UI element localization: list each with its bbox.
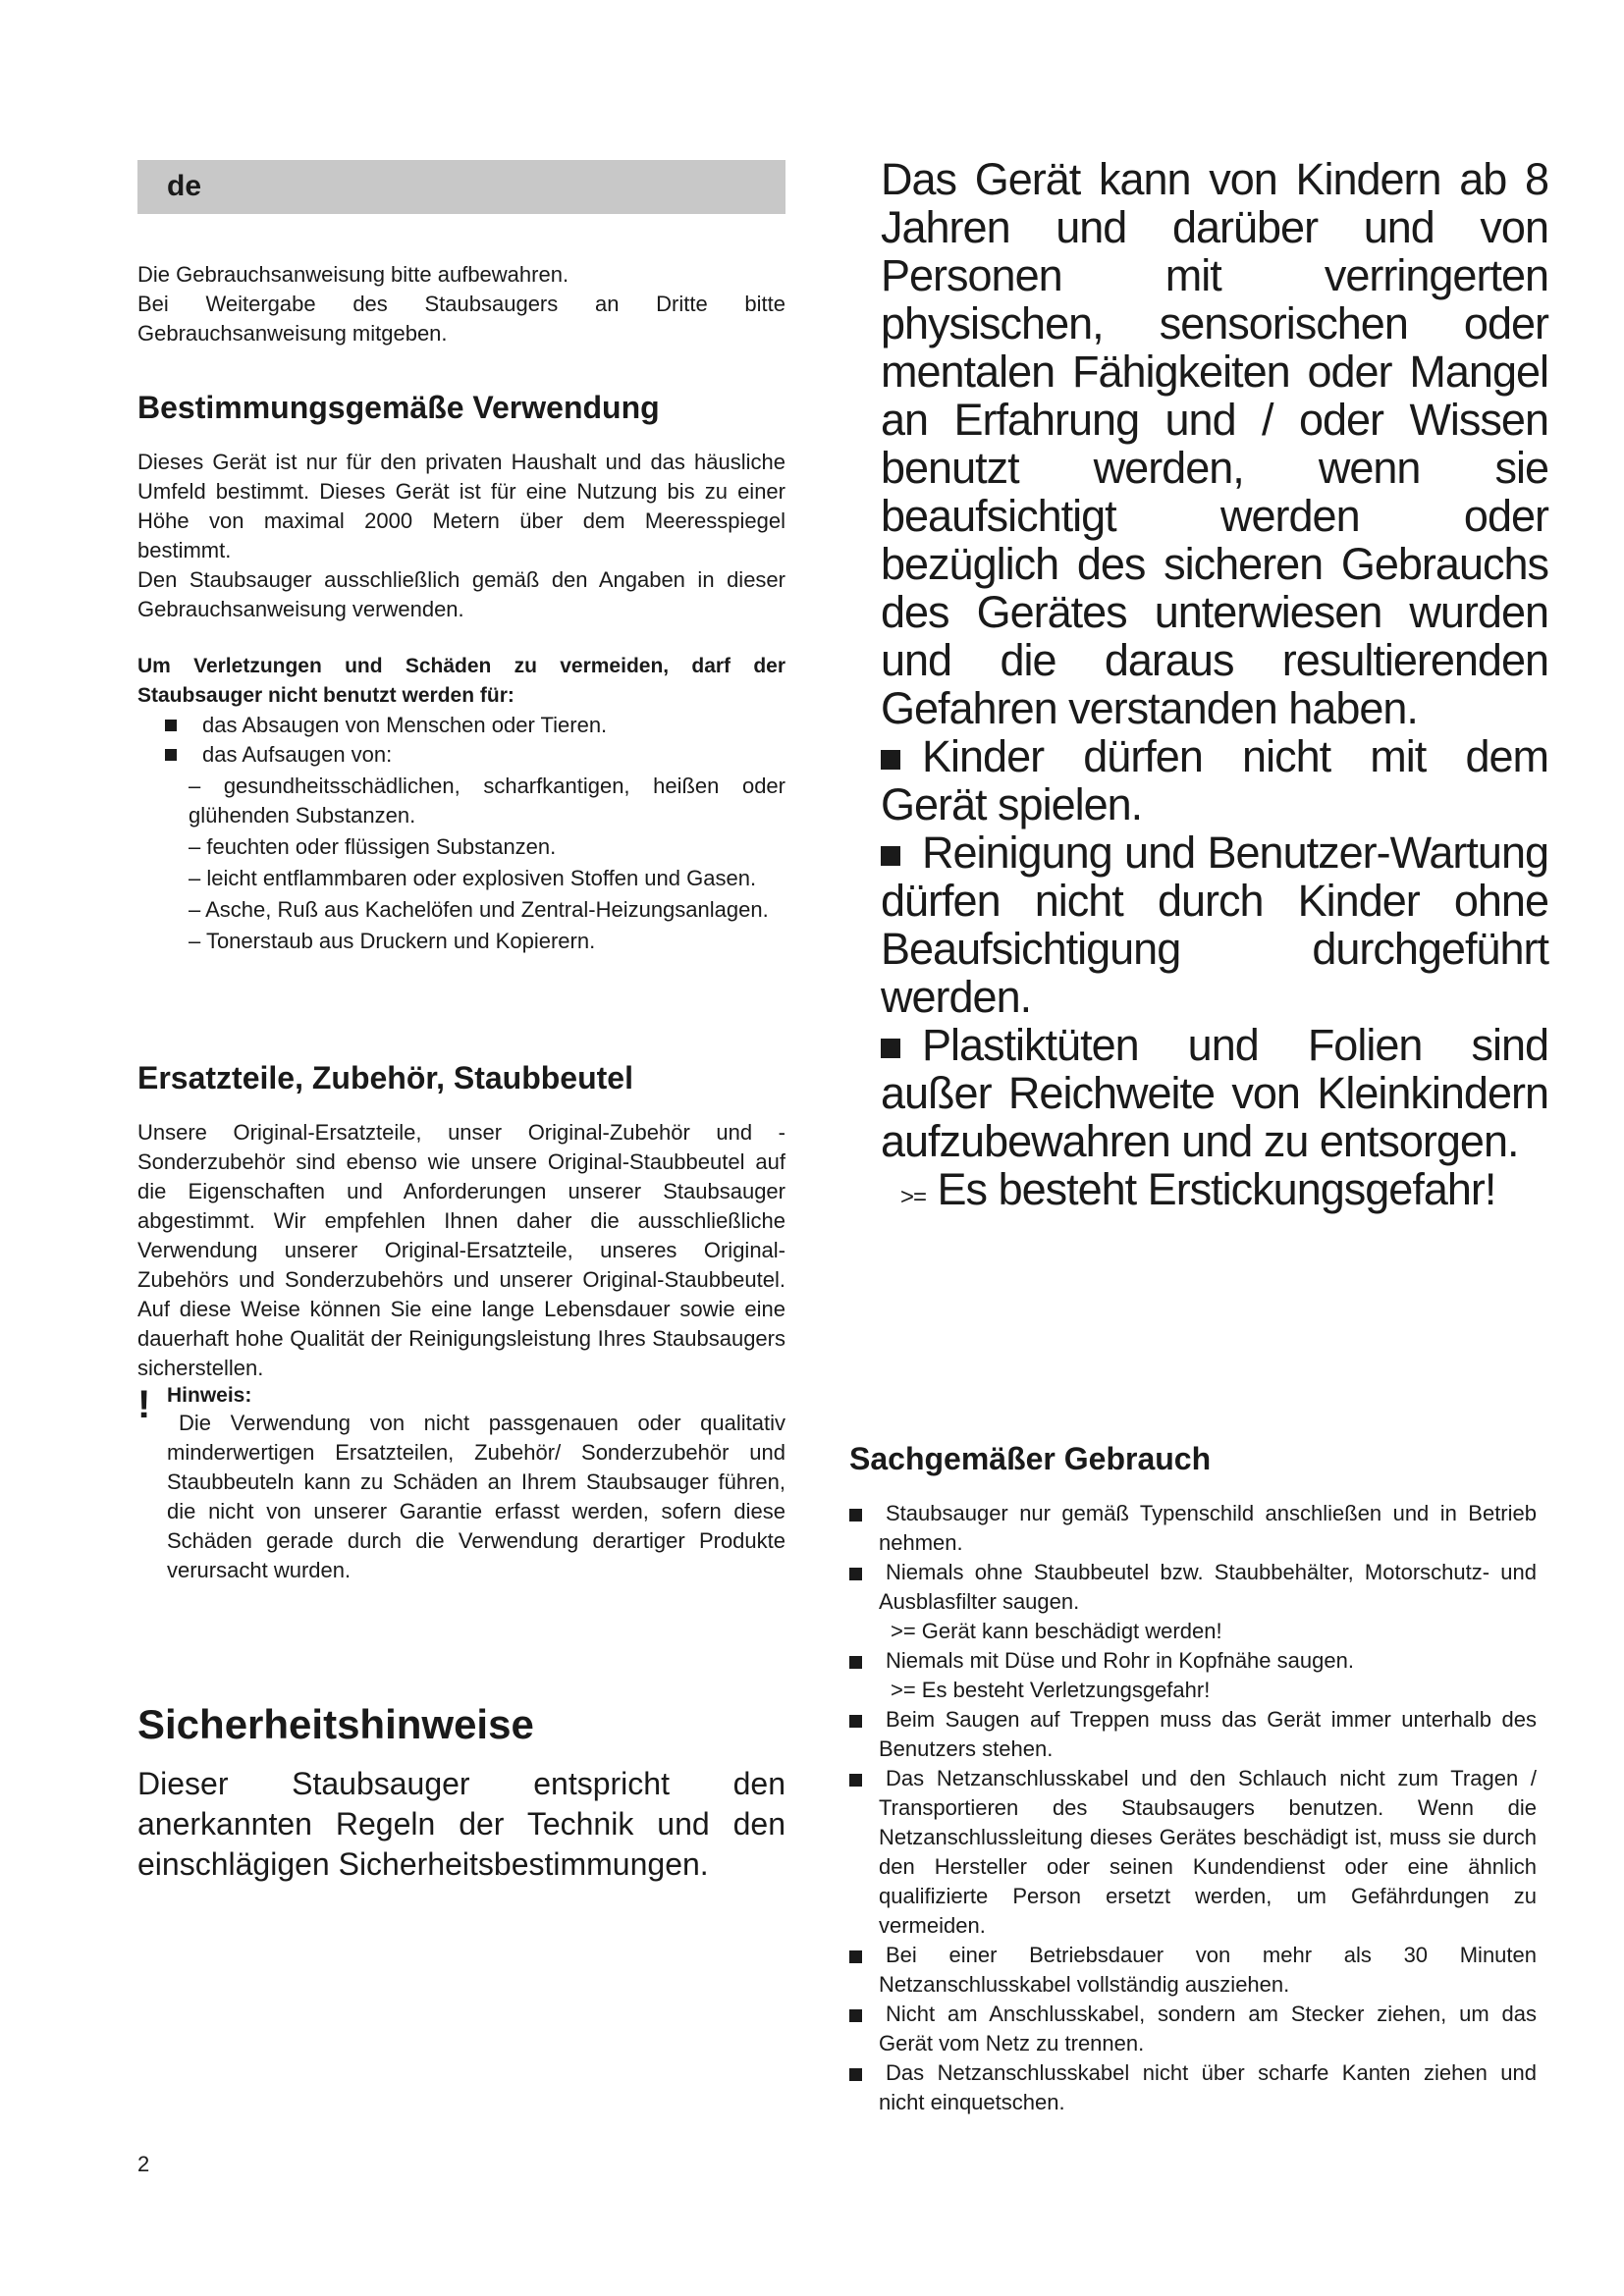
section-title: Sicherheitshinweise [137,1701,534,1747]
list-item: Plastiktüten und Folien sind außer Reichweite von Kleinkindern aufzubewahren und zu entsorgen. [881,1020,1548,1166]
list-item-text: Niemals ohne Staubbeutel bzw. Staubbehälter, Motorschutz- und Ausblasfilter saugen. [879,1560,1537,1614]
list-item-text: Das Netzanschlusskabel und den Schlauch nicht zum Tragen / Transportieren des Staubsaugers benutzen. Wenn die Netzanschlussleitung dieses Gerätes beschädigt ist, muss sie durch den Hersteller oder seinen Kundendienst oder eine ähnlich qualifizierte Person ersetzt werden, um Gefährdungen zu vermeiden. [879,1766,1537,1938]
sub-item: – feuchten oder flüssigen Substanzen. [189,834,557,859]
bullet-icon [881,1039,900,1058]
list-item [879,1941,1537,2000]
list-item [879,2058,1537,2117]
consequence: >= Gerät kann beschädigt werden! [891,1619,1222,1643]
bullet-icon [849,2068,862,2081]
list-item [879,1558,1537,1617]
children-warning [881,155,1548,1221]
safety-section [137,1701,785,1885]
language-code: de [167,170,202,202]
note-label: Hinweis: [167,1384,252,1407]
paragraph: Das Gerät kann von Kindern ab 8 Jahren und darüber und von Personen mit verringerten physischen, sensorischen oder mentalen Fähigkeiten oder Mangel an Erfahrung und / oder Wissen benutzt werden, wenn sie beaufsichtigt werden oder bezüglich des sicheren Gebrauchs des Gerätes unterwiesen wurden und die daraus resultierenden Gefahren verstanden haben. [881,154,1548,733]
sub-item: – Asche, Ruß aus Kachelöfen und Zentral-Heizungsanlagen. [189,897,769,922]
paragraph: Unsere Original-Ersatzteile, unser Original-Zubehör und -Sonderzubehör sind ebenso wie unsere Original-Staubbeutel auf die Eigenschaften und Anforderungen unserer Staubsauger abgestimmt. Wir empfehlen Ihnen daher die ausschließliche Verwendung unserer Original-Ersatzteile, unseres Original-Zubehörs und Sonderzubehörs und unserer Original-Staubbeutel. Auf diese Weise können Sie eine lange Lebensdauer sowie eine dauerhaft hohe Qualität der Reinigungsleistung Ihres Staubsaugers sicherstellen. [137,1120,785,1380]
safety-intro: Dieser Staubsauger entspricht den anerkannten Regeln der Technik und den einschlägigen Sicherheitsbestimmungen. [137,1766,785,1882]
bullet-icon [849,1715,862,1728]
intro-line: Bei Weitergabe des Staubsaugers an Dritte bitte Gebrauchsanweisung mitgeben. [137,292,785,346]
sub-item: – gesundheitsschädlichen, scharfkantigen, heißen oder glühenden Substanzen. [189,774,785,828]
list-item: Kinder dürfen nicht mit dem Gerät spielen. [881,731,1548,829]
bullet-icon [881,846,900,866]
note-text: Die Verwendung von nicht passgenauen oder qualitativ minderwertigen Ersatzteilen, Zubehör/ Sonderzubehör und Staubbeuteln kann zu Schäden an Ihrem Staubsauger führen, die nicht von unserer Garantie erfasst werden, sofern diese Schäden gerade durch die Verwendung derartiger Produkte verursacht wurden. [167,1411,785,1582]
list-item [879,1499,1537,1558]
list-item [879,1646,1537,1676]
consequence: Es besteht Erstickungsgefahr! [937,1164,1496,1214]
bullet-icon [849,1656,862,1669]
page-number: 2 [137,2152,150,2176]
list-item: das Aufsaugen von: [137,740,785,770]
section-heading: Bestimmungsgemäße Verwendung [137,390,660,425]
intended-use-section [137,390,785,956]
list-item [879,2000,1537,2058]
exclamation-icon: ! [137,1383,151,1426]
sub-item: – Tonerstaub aus Druckern und Kopierern. [189,929,596,953]
arrow-prefix: >= [900,1184,927,1210]
paragraph: Dieses Gerät ist nur für den privaten Haushalt und das häusliche Umfeld bestimmt. Dieses Gerät ist für eine Nutzung bis zu einer Höhe von maximal 2000 Metern über dem Meeresspiegel bestimmt. [137,450,785,562]
list-item [879,1705,1537,1764]
proper-use-section [849,1441,1537,2117]
bullet-icon [849,2009,862,2022]
list-item-text: Das Netzanschlusskabel nicht über scharfe Kanten ziehen und nicht einquetschen. [879,2060,1537,2114]
sub-item: – leicht entflammbaren oder explosiven Stoffen und Gasen. [189,866,757,890]
intro-line: Die Gebrauchsanweisung bitte aufbewahren. [137,262,569,287]
warning-text: Um Verletzungen und Schäden zu vermeiden, darf der Staubsauger nicht benutzt werden für: [137,655,785,707]
bullet-icon [849,1774,862,1787]
bullet-icon [881,750,900,770]
intro [137,260,785,348]
list-item-text: Beim Saugen auf Treppen muss das Gerät immer unterhalb des Benutzers stehen. [879,1707,1537,1761]
bullet-icon [849,1568,862,1580]
consequence: >= Es besteht Verletzungsgefahr! [891,1678,1211,1702]
list-item-text: Nicht am Anschlusskabel, sondern am Stecker ziehen, um das Gerät vom Netz zu trennen. [879,2002,1537,2056]
list-item: Reinigung und Benutzer-Wartung dürfen nicht durch Kinder ohne Beaufsichtigung durchgeführt werden. [881,828,1548,1022]
section-heading: Ersatzteile, Zubehör, Staubbeutel [137,1060,633,1095]
spare-parts-section [137,1060,785,1585]
list-item: das Absaugen von Menschen oder Tieren. [137,711,785,740]
list-item-text: Niemals mit Düse und Rohr in Kopfnähe saugen. [886,1648,1354,1673]
bullet-icon [849,1950,862,1963]
paragraph: Den Staubsauger ausschließlich gemäß den Angaben in dieser Gebrauchsanweisung verwenden. [137,567,785,621]
list-item-text: Staubsauger nur gemäß Typenschild anschließen und in Betrieb nehmen. [879,1501,1537,1555]
bullet-icon [849,1509,862,1522]
language-tab [137,160,785,214]
list-item [879,1764,1537,1941]
section-heading: Sachgemäßer Gebrauch [849,1441,1212,1476]
list-item-text: Bei einer Betriebsdauer von mehr als 30 Minuten Netzanschlusskabel vollständig ausziehen. [879,1943,1537,1997]
